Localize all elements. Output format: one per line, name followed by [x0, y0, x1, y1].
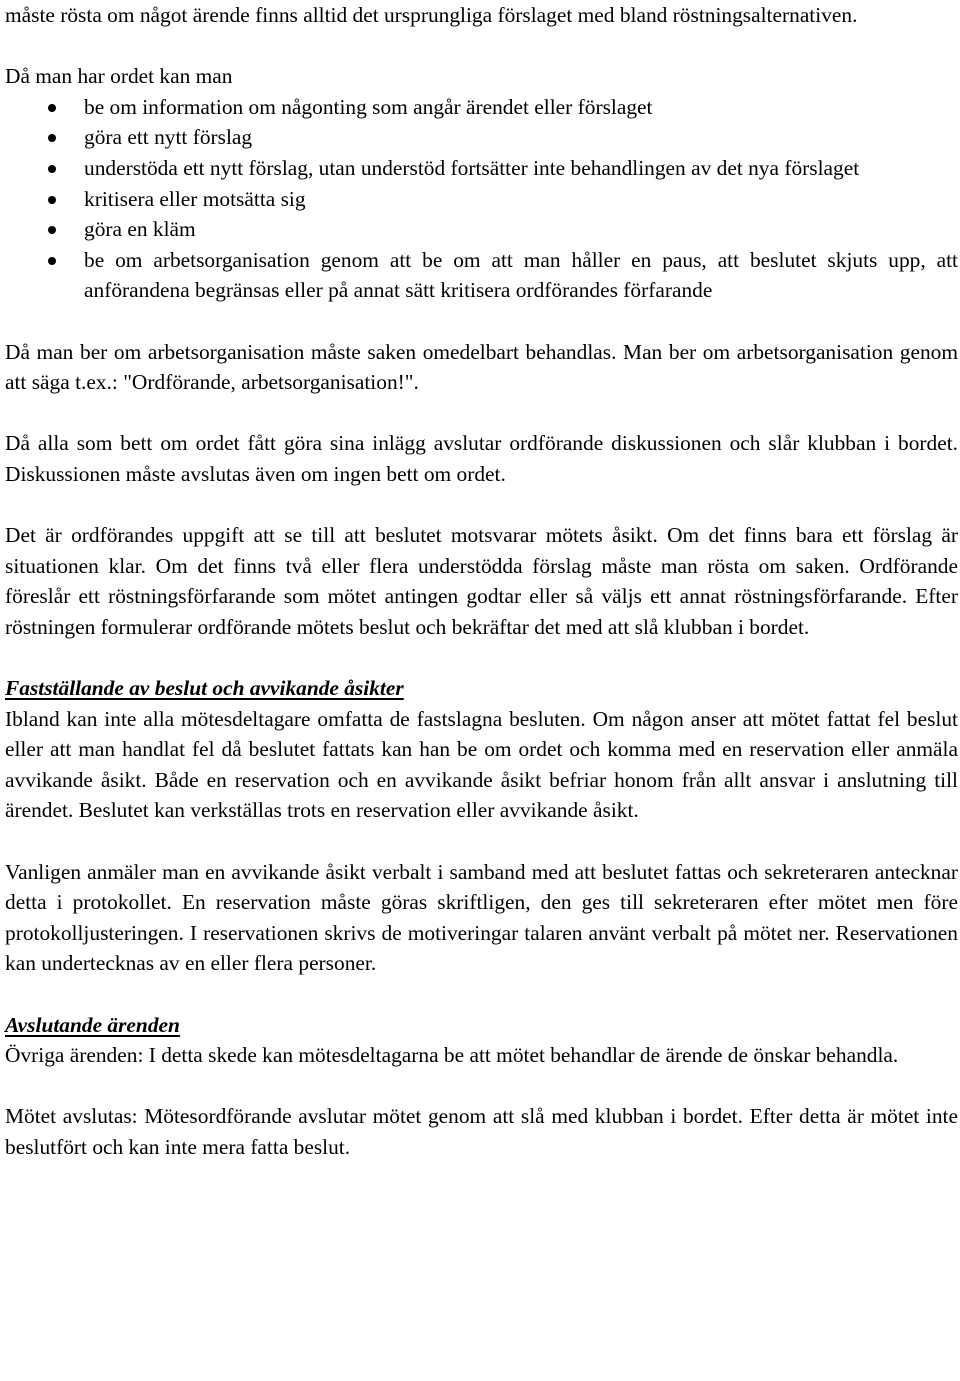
spacer [5, 1071, 958, 1102]
intro-paragraph: måste rösta om något ärende finns alltid det ursprungliga förslaget med bland röstningsalternativen. [5, 3, 858, 27]
spacer [5, 979, 958, 1010]
list-item-text: be om arbetsorganisation genom att be om att man håller en paus, att beslutet skjuts upp, att anförandena begränsas eller på annat sätt kritisera ordförandes förfarande [84, 247, 958, 303]
list-item [5, 92, 958, 123]
list-item-text: kritisera eller motsätta sig [84, 186, 306, 211]
list-item [5, 245, 958, 306]
spacer [5, 306, 958, 337]
spacer [5, 398, 958, 429]
spacer [5, 642, 958, 673]
bullet-icon [48, 196, 56, 204]
spacer [5, 826, 958, 857]
spacer [5, 490, 958, 521]
bullet-icon [48, 165, 56, 173]
speaking-lead: Då man har ordet kan man [5, 64, 233, 89]
list-item [5, 153, 958, 184]
list-item-text: understöda ett nytt förslag, utan understöd fortsätter inte behandlingen av det nya förslaget [84, 155, 860, 180]
list-item [5, 214, 958, 245]
list-item-text: göra ett nytt förslag [84, 125, 253, 150]
list-item [5, 184, 958, 215]
list-item-text: göra en kläm [84, 217, 196, 242]
list-item-text: be om information om någonting som angår ärendet eller förslaget [84, 94, 653, 119]
decisions-paragraph-1: Ibland kan inte alla mötesdeltagare omfatta de fastslagna besluten. Om någon anser att mötet fattat fel beslut eller att man handlat fel då beslutet fattats kan han be om ordet och komma med en reservation eller anmäla avvikande åsikt. Både en reservation och en avvikande åsikt befriar honom från allt ansvar i anslutning till ärendet. Beslutet kan verkställas trots en reservation eller avvikande åsikt. [5, 706, 958, 823]
closing-paragraph-1: Övriga ärenden: I detta skede kan mötesdeltagarna be att mötet behandlar de ärende de önskar behandla. [5, 1043, 899, 1068]
spacer [5, 31, 958, 62]
list-item [5, 122, 958, 153]
discussion-close-paragraph: Då alla som bett om ordet fått göra sina inlägg avslutar ordförande diskussionen och slår klubban i bordet. Diskussionen måste avslutas även om ingen bett om ordet. [5, 431, 958, 486]
section-heading-closing: Avslutande ärenden [5, 1012, 180, 1037]
bullet-icon [48, 104, 56, 112]
speaking-bullet-list [5, 92, 958, 306]
arbetsorganisation-paragraph: Då man ber om arbetsorganisation måste saken omedelbart behandlas. Man ber om arbetsorganisation genom att säga t.ex.: "Ordförande, arbetsorganisation!". [5, 339, 958, 395]
chair-duty-paragraph: Det är ordförandes uppgift att se till att beslutet motsvarar mötets åsikt. Om det finns bara ett förslag är situationen klar. Om det finns två eller flera understödda förslag måste man rösta om saken. Ordförande föreslår ett röstningsförfarande som mötet antingen godtar eller så väljs ett annat röstningsförfarande. Efter röstningen formulerar ordförande mötets beslut och bekräftar det med att slå klubban i bordet. [5, 523, 958, 639]
bullet-icon [48, 134, 56, 142]
bullet-icon [48, 226, 56, 234]
closing-paragraph-2: Mötet avslutas: Mötesordförande avslutar mötet genom att slå med klubban i bordet. Efter detta är mötet inte beslutfört och kan inte mera fatta beslut. [5, 1104, 958, 1159]
section-heading-decisions: Fastställande av beslut och avvikande åsikter [5, 676, 404, 701]
bullet-icon [48, 257, 56, 265]
document-page [5, 0, 958, 1163]
decisions-paragraph-2: Vanligen anmäler man en avvikande åsikt verbalt i samband med att beslutet fattas och sekreteraren antecknar detta i protokollet. En reservation måste göras skriftligen, den ges till sekreteraren efter mötet men före protokolljusteringen. I reservationen skrivs de motiveringar talaren använt verbalt på mötet ner. Reservationen kan undertecknas av en eller flera personer. [5, 859, 958, 976]
